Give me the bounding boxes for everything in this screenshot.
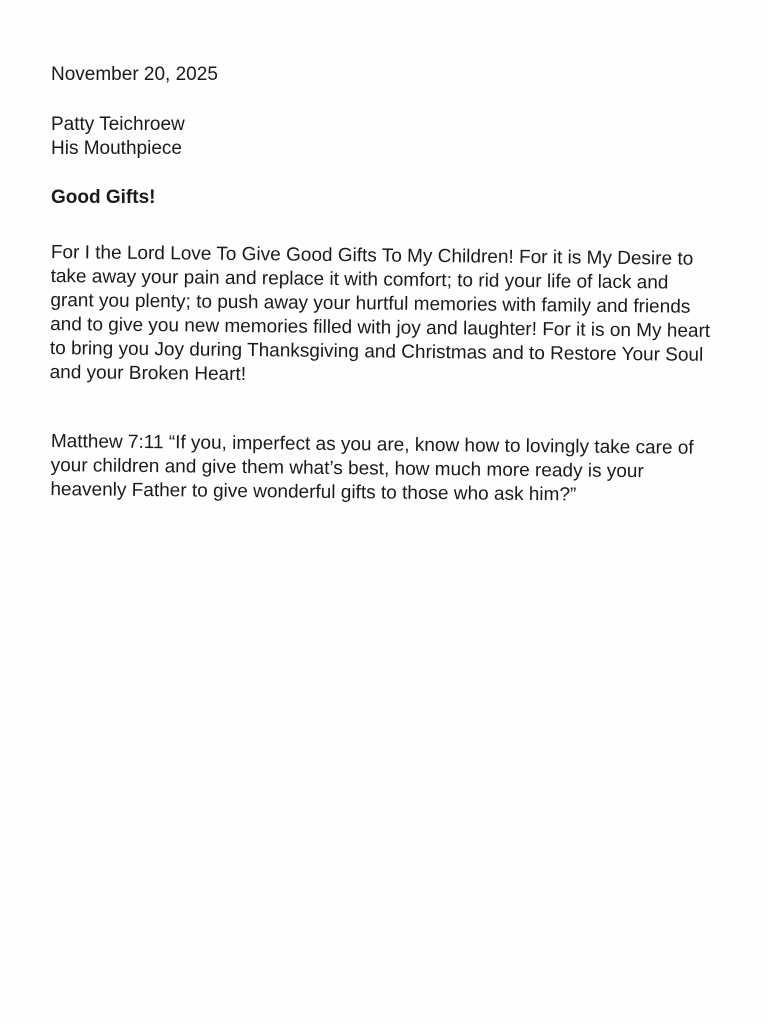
author-role: His Mouthpiece [51, 138, 182, 159]
scripture-verse: Matthew 7:11 “If you, imperfect as you are, know how to lovingly take care of your children and give them what’s best, how much more ready is your heavenly Father to give wonderful gifts to those who ask him?” [50, 430, 694, 506]
letter-body: For I the Lord Love To Give Good Gifts To My Children! For it is My Desire to take away your pain and replace it with comfort; to rid your life of lack and grant you plenty; to push away your hurtful memories with family and friends and to give you new memories filled with joy and laughter! For it is on My heart to bring you Joy during Thanksgiving and Christmas and to Restore Your Soul and your Broken Heart! [49, 241, 711, 386]
author-name: Patty Teichroew [51, 114, 185, 135]
letter-title: Good Gifts! [51, 187, 156, 208]
author-block [51, 113, 651, 161]
letter-date: November 20, 2025 [51, 64, 218, 85]
